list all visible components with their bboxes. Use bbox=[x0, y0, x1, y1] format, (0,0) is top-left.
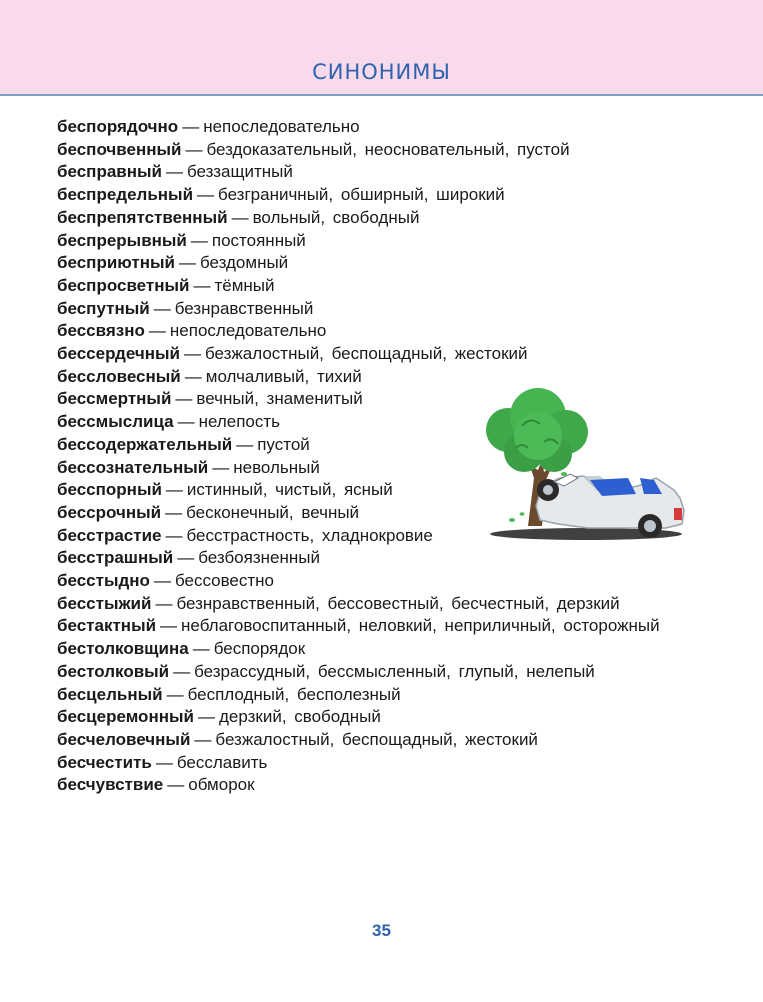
entry-dash: — bbox=[182, 117, 200, 136]
entry-term: беспрерывный bbox=[57, 230, 187, 250]
entry-synonyms: вольный, свободный bbox=[252, 207, 420, 227]
entry-term: бесприютный bbox=[57, 253, 175, 273]
entry-dash: — bbox=[148, 321, 166, 341]
entry-dash: — bbox=[185, 139, 203, 159]
entry-synonyms: бездомный bbox=[199, 253, 289, 273]
synonym-entry bbox=[57, 774, 697, 797]
page-header bbox=[0, 0, 763, 96]
synonym-entry bbox=[57, 570, 697, 593]
tree-foliage bbox=[486, 388, 588, 472]
entry-synonyms: безжалостный, беспощадный, жестокий bbox=[215, 729, 538, 749]
entry-dash: — bbox=[177, 548, 195, 568]
tree-car-crash-illustration bbox=[478, 386, 690, 546]
synonym-entry bbox=[57, 706, 697, 729]
entry-dash: — bbox=[165, 525, 183, 545]
entry-synonyms: безнравственный bbox=[174, 298, 314, 318]
entry-synonyms: истинный, чистый, ясный bbox=[186, 480, 393, 500]
entry-dash: — bbox=[177, 412, 195, 432]
entry-term: бессмыслица bbox=[57, 412, 174, 432]
entry-term: бессмертный bbox=[57, 389, 172, 409]
entry-term: бестолковщина bbox=[57, 639, 189, 659]
entry-term: бессознательный bbox=[57, 457, 209, 477]
entry-synonyms: постоянный bbox=[211, 230, 306, 250]
synonym-entry bbox=[57, 593, 697, 616]
entry-synonyms: безжалостный, беспощадный, жестокий bbox=[204, 344, 528, 364]
synonym-entry bbox=[57, 547, 697, 570]
entry-term: бессловесный bbox=[57, 366, 181, 386]
synonym-entry bbox=[57, 184, 697, 207]
entry-dash: — bbox=[190, 230, 208, 250]
entry-dash: — bbox=[153, 298, 171, 318]
synonym-entry bbox=[57, 752, 697, 775]
synonym-entry bbox=[57, 275, 697, 298]
entry-dash: — bbox=[184, 366, 202, 386]
entry-dash: — bbox=[165, 502, 183, 522]
entry-term: бестолковый bbox=[57, 661, 170, 681]
entry-term: бесцельный bbox=[57, 684, 163, 704]
entry-synonyms: бесплодный, бесполезный bbox=[187, 684, 401, 704]
entry-term: бесчестить bbox=[57, 752, 152, 772]
entry-dash: — bbox=[155, 593, 173, 613]
entry-synonyms: бесконечный, вечный bbox=[186, 502, 360, 522]
entry-term: беспочвенный bbox=[57, 139, 182, 159]
entry-synonyms: молчаливый, тихий bbox=[205, 366, 362, 386]
synonym-entry bbox=[57, 638, 697, 661]
car-tail-light bbox=[674, 508, 682, 520]
entry-synonyms: вечный, знаменитый bbox=[196, 389, 363, 409]
entry-synonyms: тёмный bbox=[214, 275, 275, 295]
entry-dash: — bbox=[166, 684, 184, 704]
entry-term: бессодержательный bbox=[57, 434, 233, 454]
entry-term: бесстыжий bbox=[57, 593, 152, 613]
entry-dash: — bbox=[175, 389, 193, 409]
synonym-entry bbox=[57, 116, 697, 139]
entry-dash: — bbox=[197, 707, 215, 727]
entry-dash: — bbox=[212, 457, 230, 477]
entry-synonyms: бесстрастность, хладнокровие bbox=[186, 525, 433, 545]
synonym-entry bbox=[57, 252, 697, 275]
entry-dash: — bbox=[173, 661, 191, 681]
entry-dash: — bbox=[165, 480, 183, 500]
page-title: СИНОНИМЫ bbox=[312, 60, 451, 84]
synonym-entry bbox=[57, 161, 697, 184]
entry-term: бесчувствие bbox=[57, 775, 164, 795]
entry-dash: — bbox=[236, 434, 254, 454]
entry-dash: — bbox=[192, 639, 210, 659]
synonym-entry bbox=[57, 298, 697, 321]
entry-dash: — bbox=[155, 752, 173, 772]
entry-dash: — bbox=[165, 162, 183, 182]
entry-synonyms: дерзкий, свободный bbox=[218, 707, 381, 727]
entry-term: беспорядочно bbox=[57, 117, 179, 136]
entry-synonyms: невольный bbox=[233, 457, 320, 477]
entry-synonyms: непоследовательно bbox=[203, 117, 360, 136]
entry-dash: — bbox=[178, 253, 196, 273]
synonym-entry bbox=[57, 729, 697, 752]
synonym-entry bbox=[57, 230, 697, 253]
entry-synonyms: непоследовательно bbox=[169, 321, 327, 341]
entry-synonyms: безбоязненный bbox=[198, 548, 320, 568]
entry-term: бесчеловечный bbox=[57, 729, 191, 749]
entry-dash: — bbox=[197, 185, 215, 205]
entry-term: бесстрашный bbox=[57, 548, 174, 568]
entry-dash: — bbox=[183, 344, 201, 364]
entry-term: бесправный bbox=[57, 162, 162, 182]
synonym-entry bbox=[57, 139, 697, 162]
entry-term: бесстыдно bbox=[57, 571, 150, 591]
entry-dash: — bbox=[194, 729, 212, 749]
entry-synonyms: неблаговоспитанный, неловкий, неприличный, осторожный bbox=[181, 616, 660, 636]
entry-synonyms: бездоказательный, неосновательный, пустой bbox=[206, 139, 570, 159]
synonym-entry bbox=[57, 207, 697, 230]
entry-synonyms: беспорядок bbox=[213, 639, 306, 659]
entry-synonyms: бессовестно bbox=[174, 571, 275, 591]
entry-term: бестактный bbox=[57, 616, 157, 636]
entry-term: бессрочный bbox=[57, 502, 162, 522]
entry-dash: — bbox=[160, 616, 178, 636]
entry-term: беспросветный bbox=[57, 275, 190, 295]
entry-term: беспредельный bbox=[57, 185, 194, 205]
entry-synonyms: пустой bbox=[257, 434, 310, 454]
entry-dash: — bbox=[231, 207, 249, 227]
entry-synonyms: безграничный, обширный, широкий bbox=[218, 185, 505, 205]
entry-synonyms: нелепость bbox=[198, 412, 281, 432]
entry-term: беспрепятственный bbox=[57, 207, 228, 227]
entry-term: беспутный bbox=[57, 298, 150, 318]
synonym-entry bbox=[57, 615, 697, 638]
synonym-entry bbox=[57, 320, 697, 343]
entry-synonyms: безрассудный, бессмысленный, глупый, нелепый bbox=[194, 661, 595, 681]
entry-term: бессвязно bbox=[57, 321, 145, 341]
synonym-entry bbox=[57, 343, 697, 366]
synonym-entry bbox=[57, 684, 697, 707]
entry-synonyms: безнравственный, бессовестный, бесчестный, дерзкий bbox=[176, 593, 620, 613]
entry-term: бесцеремонный bbox=[57, 707, 194, 727]
entry-synonyms: обморок bbox=[188, 775, 255, 795]
entry-term: бесстрастие bbox=[57, 525, 162, 545]
entry-synonyms: бесславить bbox=[176, 752, 268, 772]
entry-term: бесспорный bbox=[57, 480, 162, 500]
entry-dash: — bbox=[153, 571, 171, 591]
entry-dash: — bbox=[167, 775, 185, 795]
entry-dash: — bbox=[193, 275, 211, 295]
entry-term: бессердечный bbox=[57, 344, 180, 364]
entry-synonyms: беззащитный bbox=[186, 162, 293, 182]
synonym-entry bbox=[57, 661, 697, 684]
page-number: 35 bbox=[372, 921, 391, 940]
